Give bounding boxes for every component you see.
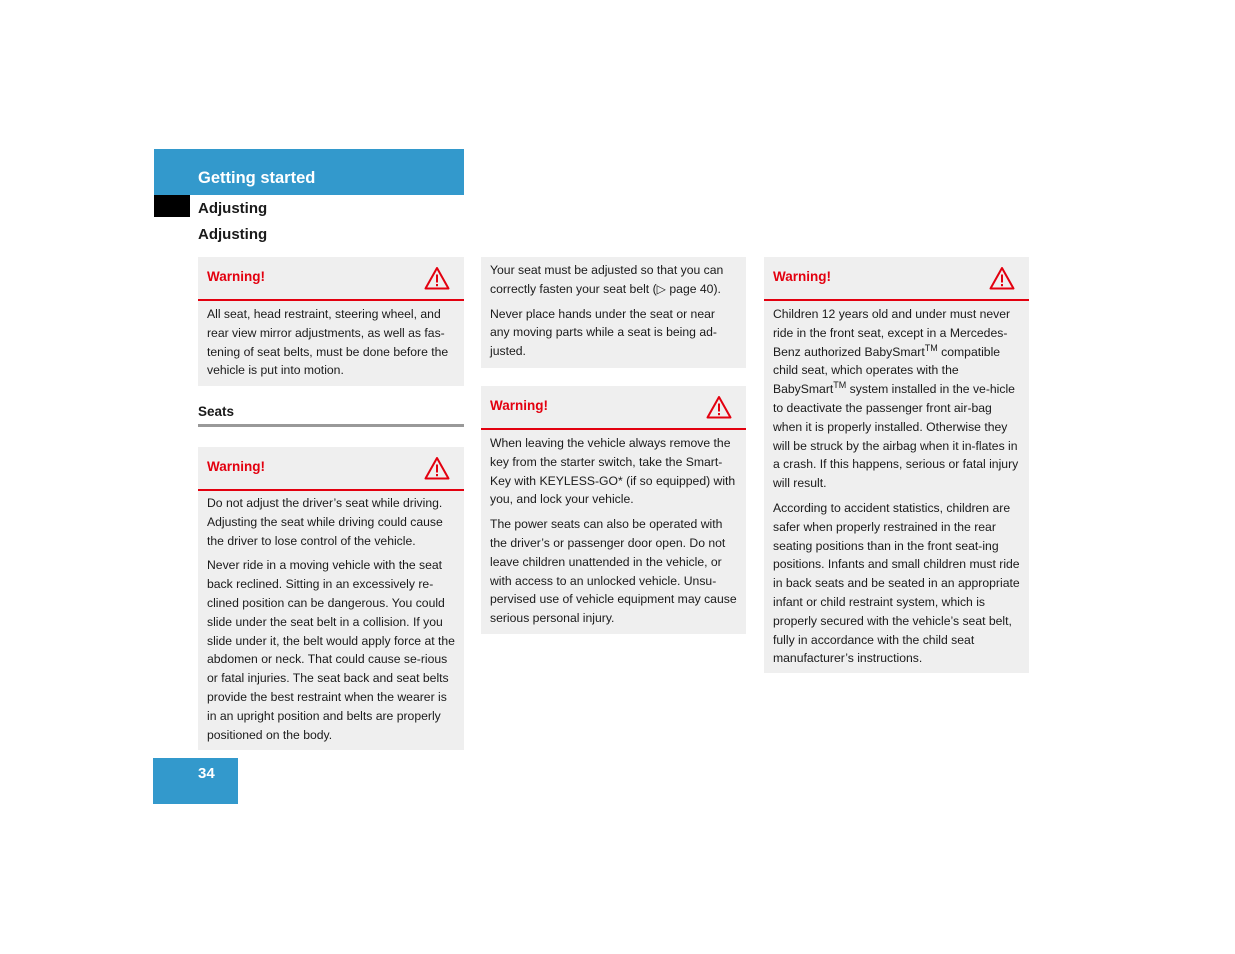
warning-paragraph: The power seats can also be operated with the driver’s or passenger door open. Do not leave children unattended in the vehicle, or with access to an unlocked vehicle. Unsu-pervised use of vehicle equipment may cause serious personal injury. — [490, 517, 737, 626]
warning-paragraph: When leaving the vehicle always remove the key from the starter switch, take the Smart-Key with KEYLESS-GO* (if so equipped) with you, and lock your vehicle. — [490, 436, 736, 507]
warning-box-adjustments — [198, 257, 464, 386]
note-box-seat-belt — [481, 257, 746, 368]
warning-header — [198, 447, 464, 491]
trademark-mark: TM — [924, 342, 938, 353]
section-title: Getting started — [198, 169, 316, 187]
warning-triangle-icon — [989, 266, 1015, 290]
warning-text-part: Children 12 years old and under must never ride in the front seat, except in a Mercedes-Benz authorized BabySmart — [773, 307, 1011, 359]
warning-box-leaving-vehicle — [481, 386, 746, 634]
seats-divider — [198, 424, 464, 427]
warning-paragraph: Never ride in a moving vehicle with the seat back reclined. Sitting in an excessively re-clined position can be dangerous. You could slide under the seat belt in a collision. If you slide under it, the belt would apply force at the abdomen or neck. That could cause se-rious or fatal injuries. The seat back and seat belts provide the best restraint when the wearer is in an upright position and belts are properly positioned on the body. — [207, 558, 455, 742]
warning-text: All seat, head restraint, steering wheel, and rear view mirror adjustments, as well as fas-tening of seat belts, must be done before the vehicle is put into motion. — [207, 307, 449, 378]
section-tab-marker — [154, 195, 190, 217]
page-heading: Adjusting — [198, 226, 268, 243]
warning-label: Warning! — [207, 459, 265, 474]
warning-label: Warning! — [490, 398, 548, 413]
page-number-box — [153, 758, 238, 804]
warning-paragraph: According to accident statistics, children are safer when properly restrained in the rear seating positions than in the front seat-ing positions. Infants and small children must ride in back seats and be seated in an appropriate infant or child restraint system, which is properly secured with the vehicle’s seat belt, fully in accordance with the child seat manufacturer’s instructions. — [773, 500, 1020, 666]
note-paragraph: Your seat must be adjusted so that you can correctly fasten your seat belt (▷ page 40). — [490, 263, 724, 296]
warning-triangle-icon — [706, 395, 732, 419]
warning-text-part: system installed in the ve-hicle to deactivate the passenger front air-bag when it is properly installed. Otherwise they will be struck by the airbag when it in-flates in a crash. If this happens, serious or fatal injury will result. — [773, 382, 1019, 491]
warning-text-part: compatible child seat, which operates with the BabySmart — [773, 344, 1001, 397]
warning-triangle-icon — [424, 456, 450, 480]
warning-header — [481, 386, 746, 430]
page-number: 34 — [198, 765, 215, 782]
seats-heading: Seats — [198, 404, 235, 419]
warning-header — [764, 257, 1029, 301]
note-paragraph: Never place hands under the seat or near any moving parts while a seat is being ad-justed. — [490, 306, 717, 359]
warning-box-seat-adjust — [198, 447, 464, 750]
warning-label: Warning! — [773, 269, 831, 284]
subsection-title: Adjusting — [198, 200, 268, 217]
warning-label: Warning! — [207, 269, 265, 284]
warning-paragraph: Do not adjust the driver’s seat while driving. Adjusting the seat while driving could cause the driver to lose control of the vehicle. — [207, 496, 443, 548]
warning-triangle-icon — [424, 266, 450, 290]
warning-header — [198, 257, 464, 301]
warning-paragraph — [773, 305, 1020, 493]
trademark-mark: TM — [833, 380, 847, 391]
warning-box-children — [764, 257, 1029, 673]
